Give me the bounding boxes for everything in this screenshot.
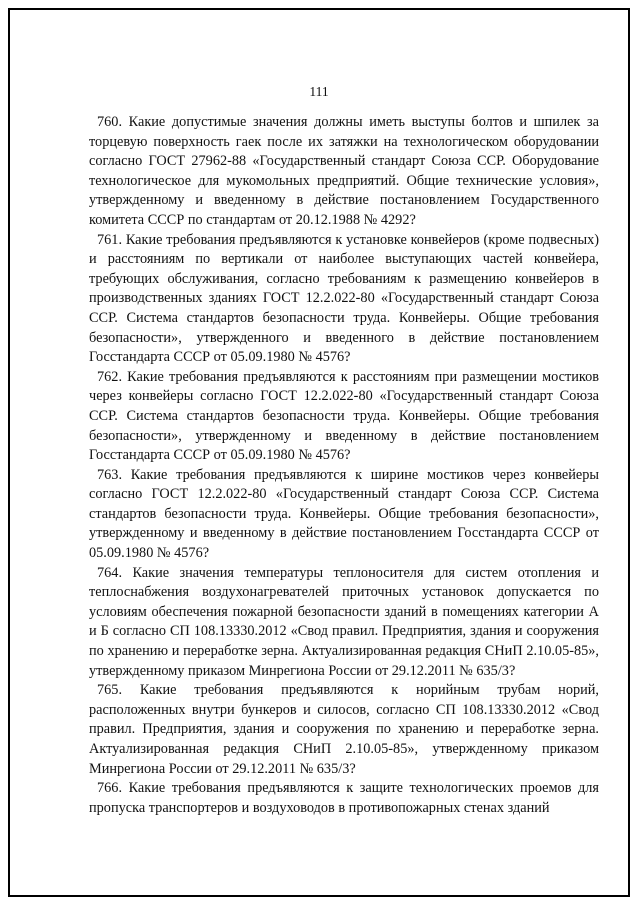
page-number: 111 xyxy=(309,84,329,99)
question-766: 766. Какие требования предъявляются к защите технологических проемов для пропуска транспортеров и воздуховодов в противопожарных стенах зданий xyxy=(89,780,599,816)
question-760: 760. Какие допустимые значения должны иметь выступы болтов и шпилек за торцевую поверхность гаек после их затяжки на технологическом оборудовании согласно ГОСТ 27962-88 «Государственный стандарт Союза ССР. Оборудование технологическое для мукомольных предприятий. Общие технические условия», утвержденному и введенному в действие постановлением Государственного комитета СССР по стандартам от 20.12.1988 № 4292? xyxy=(89,114,599,228)
question-761: 761. Какие требования предъявляются к установке конвейеров (кроме подвесных) и расстояниям по вертикали от наиболее выступающих частей конвейера, требующих обслуживания, согласно требованиям к размещению конвейеров в производственных зданиях ГОСТ 12.2.022-80 «Государственный стандарт Союза ССР. Система стандартов безопасности труда. Конвейеры. Общие требования безопасности», утвержденного и введенного в действие постановлением Госстандарта СССР от 05.09.1980 № 4576? xyxy=(89,231,599,366)
question-762: 762. Какие требования предъявляются к расстояниям при размещении мостиков через конвейеры согласно ГОСТ 12.2.022-80 «Государственный стандарт Союза ССР. Система стандартов безопасности труда. Конвейеры. Общие требования безопасности», утвержденному и введенному в действие постановлением Госстандарта СССР от 05.09.1980 № 4576? xyxy=(89,368,599,464)
question-764: 764. Какие значения температуры теплоносителя для систем отопления и теплоснабжения воздухонагревателей приточных установок допускается по условиям обеспечения пожарной безопасности зданий в помещениях категории А и Б согласно СП 108.13330.2012 «Свод правил. Предприятия, здания и сооружения по хранению и переработке зерна. Актуализированная редакция СНиП 2.10.05-85», утвержденному приказом Минрегиона России от 29.12.2011 № 635/3? xyxy=(89,564,599,679)
page-body xyxy=(89,113,599,818)
document-page xyxy=(8,8,630,897)
question-765: 765. Какие требования предъявляются к норийным трубам норий, расположенных внутри бункеров и силосов, согласно СП 108.13330.2012 «Свод правил. Предприятия, здания и сооружения по хранению и переработке зерна. Актуализированная редакция СНиП 2.10.05-85», утвержденному приказом Минрегиона России от 29.12.2011 № 635/3? xyxy=(89,682,599,777)
question-763: 763. Какие требования предъявляются к ширине мостиков через конвейеры согласно ГОСТ 12.2.022-80 «Государственный стандарт Союза ССР. Система стандартов безопасности труда. Конвейеры. Общие требования безопасности», утвержденному и введенному в действие постановлением Госстандарта СССР от 05.09.1980 № 4576? xyxy=(89,466,599,562)
